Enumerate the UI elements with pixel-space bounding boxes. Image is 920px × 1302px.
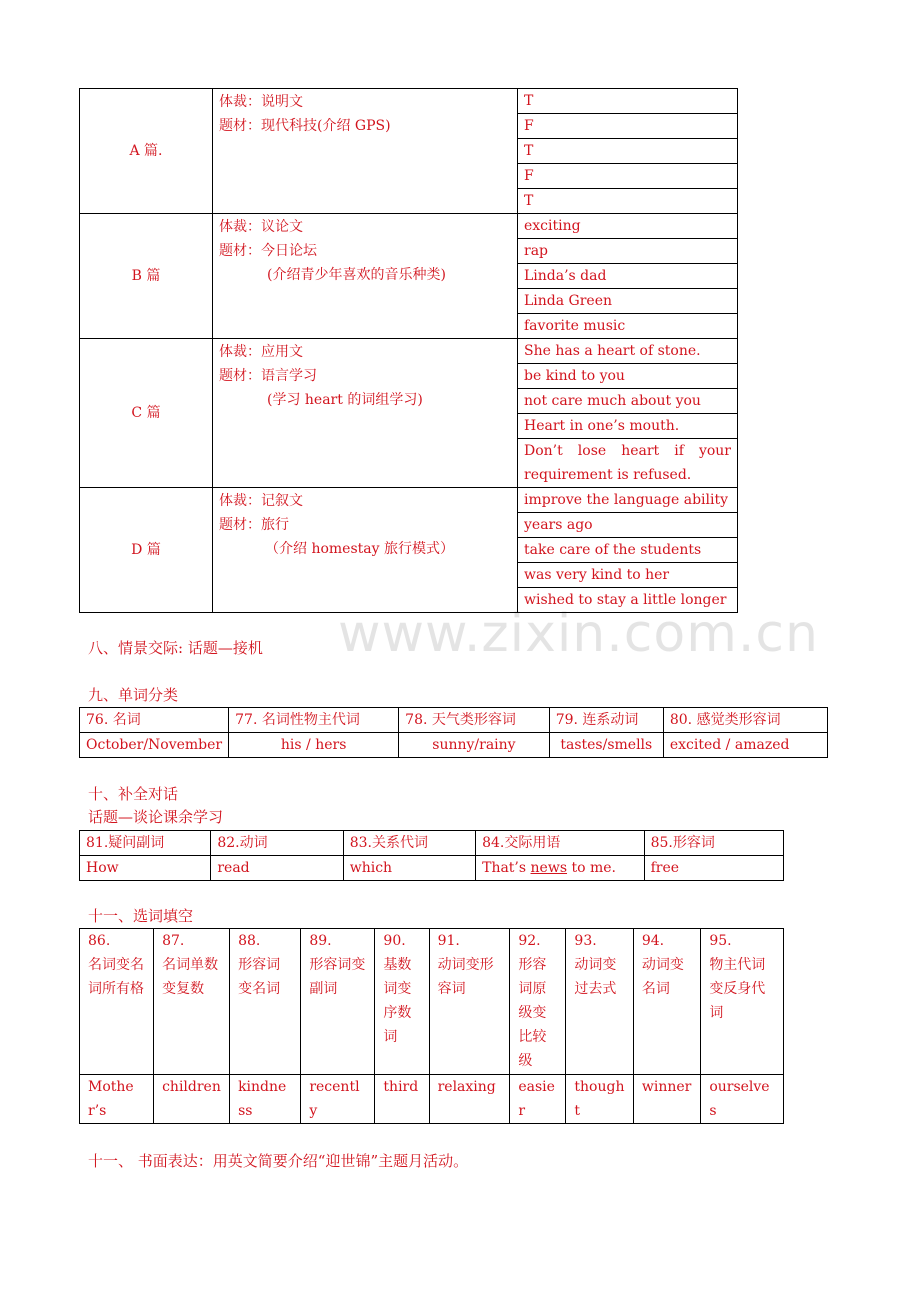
question-description: 形容词变副词 <box>309 957 366 997</box>
table-cell: October/November <box>80 733 229 758</box>
table-row <box>80 488 738 513</box>
question-description: 形容词变名词 <box>238 957 281 997</box>
topic-text: 题材：今日论坛 <box>219 243 317 259</box>
table-cell: sunny/rainy <box>399 733 550 758</box>
underlined-word: news <box>530 860 568 876</box>
question-number: 91. <box>437 933 460 949</box>
answer-cell: kindness <box>230 1075 301 1124</box>
heading-section-10-topic: 话题—谈论课余学习 <box>88 808 224 826</box>
answer-cell: not care much about you <box>518 389 738 414</box>
table-header-cell: 78. 天气类形容词 <box>399 708 550 733</box>
answer-cell: relaxing <box>429 1075 510 1124</box>
answer-cell: improve the language ability <box>518 488 738 513</box>
question-number: 93. <box>574 933 597 949</box>
dialogue-completion-table <box>79 830 784 881</box>
word-fill-table <box>79 928 784 1124</box>
word-fill-header-cell <box>301 929 375 1075</box>
answer-cell: wished to stay a little longer <box>518 588 738 613</box>
section-label: B 篇 <box>80 214 213 339</box>
answer-cell: take care of the students <box>518 538 738 563</box>
answer-cell: children <box>154 1075 230 1124</box>
answer-cell: thought <box>566 1075 633 1124</box>
word-fill-header-cell <box>633 929 700 1075</box>
table-header-cell: 80. 感觉类形容词 <box>663 708 827 733</box>
answer-cell: ourselves <box>701 1075 784 1124</box>
question-description: 动词变形容词 <box>437 957 494 997</box>
table-row <box>80 214 738 239</box>
section-label: C 篇 <box>80 339 213 488</box>
answer-cell: easier <box>510 1075 566 1124</box>
answer-cell: T <box>518 139 738 164</box>
genre-text: 体裁：说明文 <box>219 94 303 110</box>
reading-answers-table <box>79 88 738 613</box>
question-description: 动词变过去式 <box>574 957 617 997</box>
topic-note: (介绍青少年喜欢的音乐种类) <box>267 267 446 283</box>
answer-cell: winner <box>633 1075 700 1124</box>
topic-text: 题材：旅行 <box>219 517 289 533</box>
section-description <box>213 488 518 613</box>
word-fill-header-cell <box>510 929 566 1075</box>
genre-text: 体裁：记叙文 <box>219 493 303 509</box>
answer-cell: T <box>518 189 738 214</box>
table-header-cell: 81.疑问副词 <box>80 831 211 856</box>
answer-cell: favorite music <box>518 314 738 339</box>
section-description <box>213 339 518 488</box>
table-cell: his / hers <box>229 733 399 758</box>
genre-text: 体裁：议论文 <box>219 219 303 235</box>
topic-text: 题材：现代科技(介绍 GPS) <box>219 118 391 134</box>
question-description: 物主代词变反身代词 <box>709 957 766 1021</box>
question-number: 89. <box>309 933 332 949</box>
table-cell: excited / amazed <box>663 733 827 758</box>
answer-cell: Linda’s dad <box>518 264 738 289</box>
word-fill-header-cell <box>429 929 510 1075</box>
answer-cell: Linda Green <box>518 289 738 314</box>
heading-section-8: 八、情景交际: 话题—接机 <box>88 639 263 657</box>
answer-cell: F <box>518 114 738 139</box>
question-number: 88. <box>238 933 261 949</box>
word-fill-header-cell <box>80 929 154 1075</box>
question-number: 94. <box>641 933 665 949</box>
question-number: 95. <box>709 933 732 949</box>
question-description: 基数词变序数词 <box>383 957 412 1045</box>
table-cell <box>476 856 644 881</box>
answer-cell: Don’t lose heart if your requirement is refused. <box>518 439 738 488</box>
section-description <box>213 214 518 339</box>
heading-section-9: 九、单词分类 <box>88 686 179 704</box>
table-header-cell: 82.动词 <box>211 831 343 856</box>
question-description: 形容词原级变比较级 <box>518 957 547 1069</box>
table-header-cell: 84.交际用语 <box>476 831 644 856</box>
heading-section-writing: 十一、 书面表达：用英文简要介绍“迎世锦”主题月活动。 <box>88 1152 469 1170</box>
table-header-cell: 83.关系代词 <box>343 831 475 856</box>
table-header-cell: 85.形容词 <box>644 831 783 856</box>
table-header-cell: 79. 连系动词 <box>549 708 663 733</box>
question-number: 90. <box>383 933 406 949</box>
table-header-cell: 76. 名词 <box>80 708 229 733</box>
table-row <box>80 89 738 114</box>
table-cell: free <box>644 856 783 881</box>
heading-section-10: 十、补全对话 <box>88 785 179 803</box>
word-classification-table <box>79 707 828 758</box>
topic-note: (学习 heart 的词组学习) <box>267 392 423 408</box>
answer-prefix: That’s <box>482 860 531 876</box>
answer-cell: recently <box>301 1075 375 1124</box>
word-fill-header-cell <box>701 929 784 1075</box>
question-number: 92. <box>518 933 541 949</box>
heading-section-11: 十一、选词填空 <box>88 907 194 925</box>
answer-cell: She has a heart of stone. <box>518 339 738 364</box>
answer-cell: exciting <box>518 214 738 239</box>
answer-cell: be kind to you <box>518 364 738 389</box>
word-fill-header-cell <box>566 929 633 1075</box>
watermark: www.zixin.com.cn <box>338 604 819 664</box>
question-description: 名词变名词所有格 <box>88 957 144 997</box>
answer-cell: years ago <box>518 513 738 538</box>
answer-cell: third <box>375 1075 429 1124</box>
answer-suffix: to me. <box>567 860 616 876</box>
table-cell: tastes/smells <box>549 733 663 758</box>
question-description: 动词变名词 <box>641 957 684 997</box>
table-cell: How <box>80 856 211 881</box>
table-cell: read <box>211 856 343 881</box>
genre-text: 体裁：应用文 <box>219 344 303 360</box>
table-row <box>80 339 738 364</box>
section-label: D 篇 <box>80 488 213 613</box>
word-fill-header-cell <box>375 929 429 1075</box>
topic-note: （介绍 homestay 旅行模式） <box>265 541 454 557</box>
table-header-cell: 77. 名词性物主代词 <box>229 708 399 733</box>
word-fill-header-cell <box>154 929 230 1075</box>
answer-cell: T <box>518 89 738 114</box>
section-label: A 篇. <box>80 89 213 214</box>
table-cell: which <box>343 856 475 881</box>
answer-cell: F <box>518 164 738 189</box>
word-fill-header-cell <box>230 929 301 1075</box>
answer-cell: was very kind to her <box>518 563 738 588</box>
answer-cell: Mother’s <box>80 1075 154 1124</box>
answer-cell: rap <box>518 239 738 264</box>
question-number: 87. <box>162 933 185 949</box>
question-number: 86. <box>88 933 111 949</box>
topic-text: 题材：语言学习 <box>219 368 317 384</box>
answer-cell: Heart in one’s mouth. <box>518 414 738 439</box>
question-description: 名词单数变复数 <box>162 957 219 997</box>
section-description <box>213 89 518 214</box>
